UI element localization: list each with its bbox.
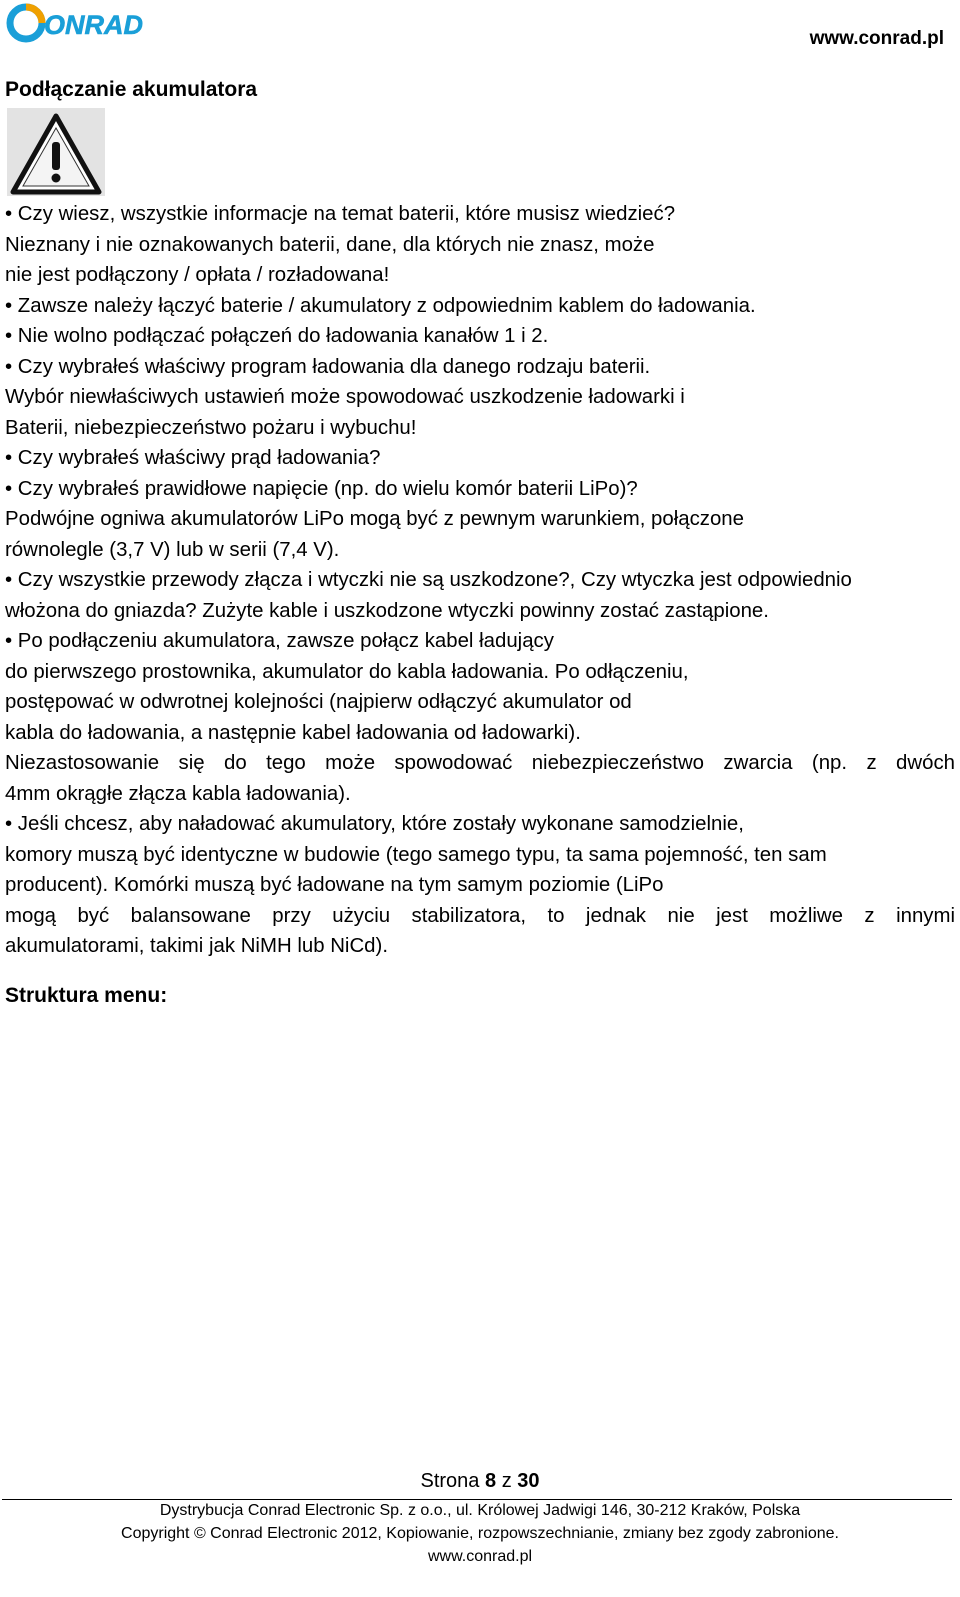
warning-icon [7, 108, 105, 196]
text-line: włożona do gniazda? Zużyte kable i uszkodzone wtyczki powinny zostać zastąpione. [5, 599, 769, 622]
body-text [5, 199, 955, 962]
text-line: • Czy wybrałeś właściwy prąd ładowania? [5, 447, 381, 469]
text-line: 4mm okrągłe złącza kabla ładowania). [5, 782, 351, 805]
footer-divider [2, 1499, 952, 1500]
text-line: • Czy wybrałeś właściwy program ładowania dla danego rodzaju baterii. [5, 355, 651, 378]
text-line: mogą być balansowane przy użyciu stabilizatora, to jednak nie jest możliwe z innymi [5, 904, 955, 927]
text-line: • Czy wybrałeś prawidłowe napięcie (np. do wielu komór baterii LiPo)? [5, 477, 638, 500]
conrad-logo [6, 2, 166, 44]
text-line: Niezastosowanie się do tego może spowodować niebezpieczeństwo zwarcia (np. z dwóch [5, 752, 955, 774]
text-line: równolegle (3,7 V) lub w serii (7,4 V). [5, 538, 340, 561]
menu-section-title: Struktura menu: [5, 984, 168, 1007]
footer-url: www.conrad.pl [427, 1548, 533, 1565]
page-prefix: Strona [420, 1470, 480, 1492]
text-line: Wybór niewłaściwych ustawień może spowodować uszkodzenie ładowarki i [5, 386, 685, 408]
text-line: • Czy wszystkie przewody złącza i wtyczki nie są uszkodzone?, Czy wtyczka jest odpowiednio [5, 569, 852, 591]
footer-copyright: Copyright © Conrad Electronic 2012, Kopiowanie, rozpowszechnianie, zmiany bez zgody zabronione. [121, 1525, 839, 1542]
text-line: producent). Komórki muszą być ładowane na tym samym poziomie (LiPo [5, 874, 664, 896]
page-number [0, 1470, 960, 1493]
footer-distributor: Dystrybucja Conrad Electronic Sp. z o.o., ul. Królowej Jadwigi 146, 30-212 Kraków, Polska [159, 1502, 801, 1519]
text-line: nie jest podłączony / opłata / rozładowana! [5, 264, 390, 286]
site-url: www.conrad.pl [809, 28, 944, 49]
section-title: Podłączanie akumulatora [5, 78, 258, 101]
text-line: • Zawsze należy łączyć baterie / akumulatory z odpowiednim kablem do ładowania. [5, 294, 756, 317]
text-line: komory muszą być identyczne w budowie (tego samego typu, ta sama pojemność, ten sam [5, 843, 827, 866]
text-line: do pierwszego prostownika, akumulator do kabla ładowania. Po odłączeniu, [5, 660, 689, 683]
text-line: Nieznany i nie oznakowanych baterii, dane, dla których nie znasz, może [5, 233, 655, 256]
text-line: akumulatorami, takimi jak NiMH lub NiCd). [5, 935, 388, 957]
page-current: 8 [485, 1470, 497, 1492]
text-line: kabla do ładowania, a następnie kabel ładowania od ładowarki). [5, 721, 581, 744]
text-line: • Nie wolno podłączać połączeń do ładowania kanałów 1 i 2. [5, 325, 549, 347]
page-total: 30 [517, 1470, 540, 1492]
text-line: • Po podłączeniu akumulatora, zawsze połącz kabel ładujący [5, 630, 554, 652]
text-line: postępować w odwrotnej kolejności (najpierw odłączyć akumulator od [5, 691, 632, 713]
text-line: • Czy wiesz, wszystkie informacje na temat baterii, które musisz wiedzieć? [5, 203, 676, 225]
text-line: Baterii, niebezpieczeństwo pożaru i wybuchu! [5, 416, 417, 439]
svg-text:ONRAD: ONRAD [44, 10, 143, 40]
text-line: Podwójne ogniwa akumulatorów LiPo mogą być z pewnym warunkiem, połączone [5, 508, 744, 530]
text-line: • Jeśli chcesz, aby naładować akumulatory, które zostały wykonane samodzielnie, [5, 813, 744, 835]
page-sep: z [501, 1470, 512, 1492]
